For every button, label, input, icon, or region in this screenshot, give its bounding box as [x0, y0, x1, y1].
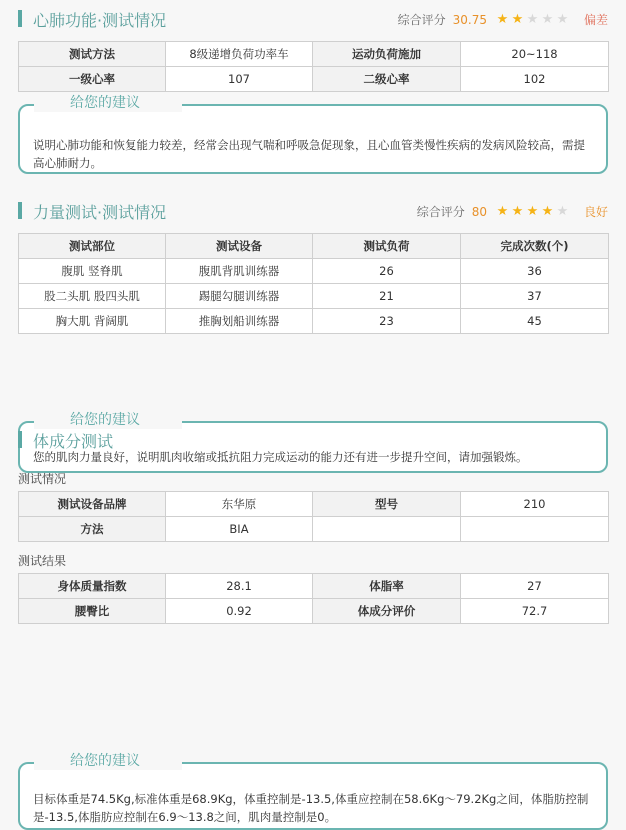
rating-badge: 良好	[583, 205, 608, 219]
table-cell: 体成分评价	[313, 599, 461, 624]
column-header: 测试负荷	[313, 234, 461, 259]
rating-badge: 偏差	[583, 13, 608, 27]
cardio-header	[18, 7, 608, 31]
table-cell: 20~118	[461, 42, 609, 67]
table-cell: 一级心率	[19, 67, 166, 92]
cardio-section	[18, 7, 608, 31]
score-value: 30.75	[452, 12, 487, 27]
table-cell: 21	[313, 284, 461, 309]
star-filled-icon: ★	[541, 203, 554, 219]
star-empty-icon: ★	[556, 11, 569, 27]
table-cell: 8级递增负荷功率车	[166, 42, 313, 67]
table-cell: 27	[461, 574, 609, 599]
table-row	[19, 599, 609, 624]
star-empty-icon: ★	[526, 11, 539, 27]
table-cell: 踢腿勾腿训练器	[166, 284, 313, 309]
section-marker	[18, 202, 22, 219]
table-cell: BIA	[166, 517, 313, 542]
table-cell: 推胸划船训练器	[166, 309, 313, 334]
table-cell: 测试设备品牌	[19, 492, 166, 517]
strength-section	[18, 199, 608, 223]
table-cell: 腹肌背肌训练器	[166, 259, 313, 284]
cardio-score	[398, 11, 608, 28]
table-row	[19, 259, 609, 284]
star-filled-icon: ★	[526, 203, 539, 219]
result-table	[18, 573, 609, 624]
table-row	[19, 67, 609, 92]
table-row	[19, 574, 609, 599]
star-filled-icon: ★	[511, 11, 524, 27]
cardio-title: 心肺功能·测试情况	[33, 11, 167, 30]
table-cell: 体脂率	[313, 574, 461, 599]
table-cell: 运动负荷施加	[313, 42, 461, 67]
star-rating	[495, 205, 570, 219]
table-row	[19, 517, 609, 542]
body-title: 体成分测试	[33, 432, 114, 451]
table-cell: 方法	[19, 517, 166, 542]
section-marker	[18, 431, 22, 448]
table-row	[19, 309, 609, 334]
table-row	[19, 284, 609, 309]
advice-text: 您的肌肉力量良好，说明肌肉收缩或抵抗阻力完成运动的能力还有进一步提升空间，请加强锻炼。	[33, 450, 528, 464]
table-header-row	[19, 234, 609, 259]
body-header	[18, 428, 608, 452]
advice-label: 给您的建议	[34, 752, 182, 770]
score-value: 80	[471, 204, 487, 219]
table-cell: 胸大肌 背阔肌	[19, 309, 166, 334]
table-row	[19, 492, 609, 517]
table-cell: 二级心率	[313, 67, 461, 92]
result-label: 测试结果	[18, 554, 67, 568]
table-cell: 型号	[313, 492, 461, 517]
table-cell: 腹肌 竖脊肌	[19, 259, 166, 284]
advice-text: 目标体重是74.5Kg,标准体重是68.9Kg，体重控制是-13.5,体重应控制在58.6Kg～79.2Kg之间，体脂肪控制是-13.5,体脂肪应控制在6.9～13.8之间，肌肉量控制是0。	[33, 792, 589, 824]
table-cell: 测试方法	[19, 42, 166, 67]
strength-table	[18, 233, 609, 334]
star-filled-icon: ★	[511, 203, 524, 219]
table-row	[19, 42, 609, 67]
table-cell: 身体质量指数	[19, 574, 166, 599]
situation-table	[18, 491, 609, 542]
column-header: 测试设备	[166, 234, 313, 259]
table-cell: 0.92	[166, 599, 313, 624]
star-empty-icon: ★	[541, 11, 554, 27]
body-advice	[18, 753, 608, 830]
star-rating	[495, 13, 570, 27]
table-cell	[313, 517, 461, 542]
column-header: 完成次数(个)	[461, 234, 609, 259]
star-filled-icon: ★	[496, 11, 509, 27]
table-cell: 36	[461, 259, 609, 284]
table-cell: 腰臀比	[19, 599, 166, 624]
score-label: 综合评分	[416, 205, 465, 219]
advice-label: 给您的建议	[34, 411, 182, 429]
table-cell: 26	[313, 259, 461, 284]
situation-label: 测试情况	[18, 472, 67, 486]
table-cell	[461, 517, 609, 542]
table-cell: 37	[461, 284, 609, 309]
score-label: 综合评分	[397, 13, 446, 27]
table-cell: 45	[461, 309, 609, 334]
section-marker	[18, 10, 22, 27]
cardio-table	[18, 41, 609, 92]
table-cell: 72.7	[461, 599, 609, 624]
body-section	[18, 428, 608, 452]
table-cell: 23	[313, 309, 461, 334]
strength-header	[18, 199, 608, 223]
star-empty-icon: ★	[556, 203, 569, 219]
table-cell: 102	[461, 67, 609, 92]
table-cell: 107	[166, 67, 313, 92]
table-cell: 28.1	[166, 574, 313, 599]
column-header: 测试部位	[19, 234, 166, 259]
table-cell: 东华原	[166, 492, 313, 517]
table-cell: 股二头肌 股四头肌	[19, 284, 166, 309]
advice-text: 说明心肺功能和恢复能力较差，经常会出现气喘和呼吸急促现象，且心血管类慢性疾病的发病风险较高，需提高心肺耐力。	[33, 138, 585, 170]
cardio-advice	[18, 95, 608, 174]
strength-title: 力量测试·测试情况	[33, 203, 167, 222]
table-cell: 210	[461, 492, 609, 517]
star-filled-icon: ★	[496, 203, 509, 219]
advice-label: 给您的建议	[34, 94, 182, 112]
strength-score	[417, 203, 608, 220]
